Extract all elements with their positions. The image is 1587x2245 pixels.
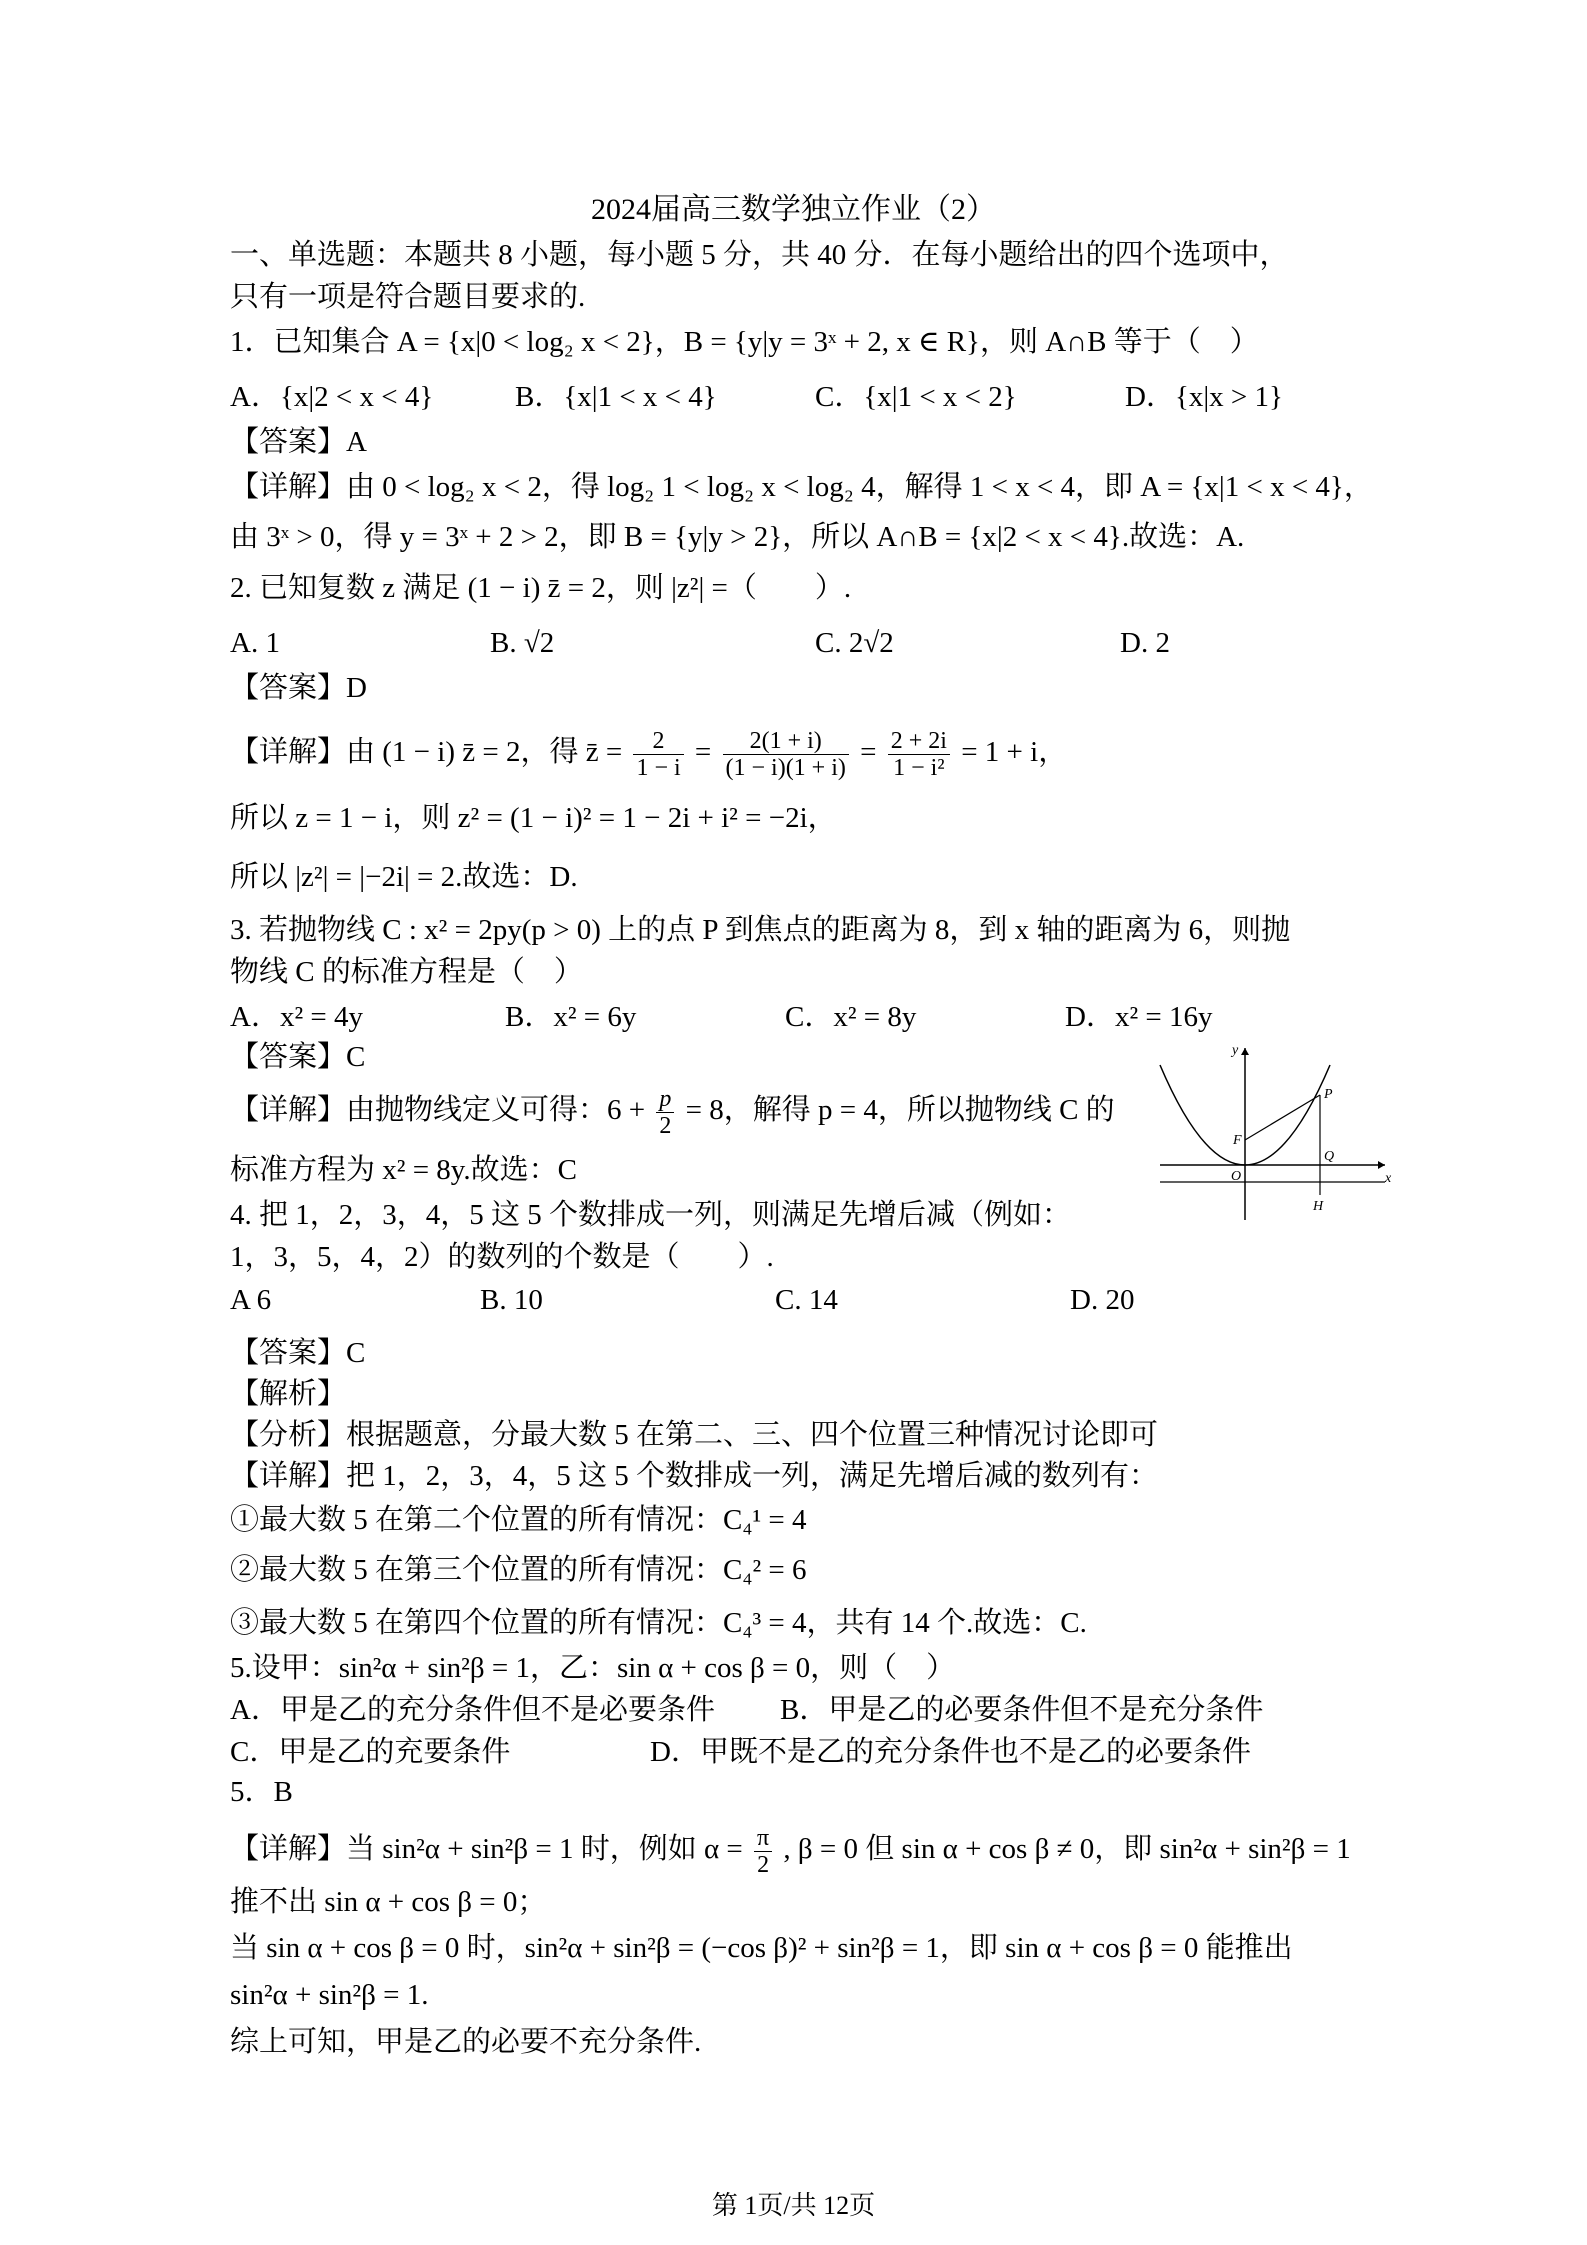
q3-detail-1 — [230, 1080, 1160, 1140]
y-axis-arrow — [1241, 1048, 1249, 1055]
q5-detail-2: 推不出 sin α + cos β = 0； — [230, 1886, 547, 1918]
q4-analysis: 【分析】根据题意，分最大数 5 在第二、三、四个位置三种情况讨论即可 — [230, 1419, 1159, 1451]
q2-detail-prefix: 【详解】由 (1 − i) z̄ = 2，得 z̄ = — [230, 736, 623, 768]
q4-stem-1: 4. 把 1，2，3，4，5 这 5 个数排成一列，则满足先增后减（例如： — [230, 1199, 1072, 1231]
q3-option-a: A．x² = 4y — [230, 1001, 363, 1033]
q2-fraction-3 — [888, 728, 950, 781]
q1-option-b: B．{x|1 < x < 4} — [515, 381, 717, 413]
q3-option-b: B．x² = 6y — [505, 1001, 637, 1033]
q3-stem-2: 物线 C 的标准方程是（ ） — [230, 956, 583, 988]
section-heading-line-1: 一、单选题：本题共 8 小题，每小题 5 分，共 40 分．在每小题给出的四个选项中， — [230, 239, 1289, 271]
q2-option-c: C. 2√2 — [815, 627, 894, 659]
section-heading-line-2: 只有一项是符合题目要求的. — [230, 281, 586, 313]
q5-option-c: C．甲是乙的充要条件 — [230, 1736, 511, 1768]
q3-stem-1: 3. 若抛物线 C : x² = 2py(p > 0) 上的点 P 到焦点的距离为 8，到 x 轴的距离为 6，则抛 — [230, 914, 1291, 946]
q5-detail-prefix: 【详解】当 sin²α + sin²β = 1 时，例如 α = — [230, 1833, 743, 1865]
q1-option-c: C．{x|1 < x < 2} — [815, 381, 1017, 413]
label-f: F — [1233, 1133, 1242, 1148]
q2-fraction-2 — [723, 728, 849, 781]
q5-fraction — [754, 1825, 772, 1878]
q1-answer: 【答案】A — [230, 426, 367, 458]
q4-stem-2: 1，3，5，4，2）的数列的个数是（ ）. — [230, 1241, 774, 1273]
page-title: 2024届高三数学独立作业（2） — [591, 193, 996, 226]
q4-answer: 【答案】C — [230, 1337, 366, 1369]
q4-option-a: A 6 — [230, 1284, 272, 1316]
q3-detail-suffix: = 8，解得 p = 4，所以抛物线 C 的 — [685, 1094, 1115, 1126]
q2-detail-2: 所以 z = 1 − i，则 z² = (1 − i)² = 1 − 2i + i² = −2i， — [230, 802, 837, 834]
q2-answer: 【答案】D — [230, 672, 367, 704]
q2-fraction-1-den: 1 − i — [636, 754, 681, 781]
q4-detail: 【详解】把 1，2，3，4，5 这 5 个数排成一列，满足先增后减的数列有： — [230, 1460, 1159, 1492]
label-x: x — [1385, 1171, 1392, 1186]
q2-option-b: B. √2 — [490, 627, 555, 659]
q3-option-c: C．x² = 8y — [785, 1001, 917, 1033]
q5-fraction-den: 2 — [757, 1851, 770, 1878]
q2-fraction-1-num: 2 — [633, 728, 683, 755]
q3-fraction — [656, 1086, 674, 1139]
q2-detail-suffix: = 1 + i， — [961, 736, 1068, 768]
q3-detail-prefix: 【详解】由抛物线定义可得：6 + — [230, 1094, 646, 1126]
q4-case-1: ①最大数 5 在第二个位置的所有情况：C₄¹ = 4 — [230, 1504, 807, 1536]
q5-detail-3: 当 sin α + cos β = 0 时，sin²α + sin²β = (−cos β)² + sin²β = 1，即 sin α + cos β = 0 能推出 — [230, 1932, 1293, 1964]
q5-fraction-num: π — [754, 1825, 772, 1852]
q2-option-a: A. 1 — [230, 627, 280, 659]
q2-detail-1: 【详解】由 (1 − i) z̄ = 2，得 z̄ = $\frac{2}{1 - i}$ = $\frac{2(1 + i)}{(1 - i)(1 + i)}$ = $\frac{2 + 2i}{\text{1 − i²}}$ = 1 + i， — [230, 727, 1068, 781]
q5-detail-5: 综上可知，甲是乙的必要不充分条件. — [230, 2026, 702, 2058]
q2-fraction-2-den: (1 − i)(1 + i) — [725, 754, 846, 781]
segment-fp — [1245, 1095, 1320, 1140]
q5-answer: 5．B — [230, 1776, 293, 1808]
q3-option-d: D．x² = 16y — [1065, 1001, 1213, 1033]
q3-fraction-num: p — [656, 1086, 674, 1113]
q2-fraction-3-num: 2 + 2i — [888, 728, 950, 755]
q1-option-d: D．{x|x > 1} — [1125, 381, 1283, 413]
q2-option-d: D. 2 — [1120, 627, 1170, 659]
q2-fraction-1 — [633, 728, 683, 781]
q2-fraction-2-num: 2(1 + i) — [723, 728, 849, 755]
q5-detail-4: sin²α + sin²β = 1. — [230, 1979, 429, 2011]
q4-option-d: D. 20 — [1070, 1284, 1135, 1316]
q4-case-3: ③最大数 5 在第四个位置的所有情况：C₄³ = 4，共有 14 个.故选：C. — [230, 1607, 1087, 1639]
q3-answer: 【答案】C — [230, 1041, 366, 1073]
label-q: Q — [1324, 1149, 1335, 1164]
q5-detail-1 — [230, 1820, 1400, 1878]
q5-stem: 5.设甲：sin²α + sin²β = 1，乙：sin α + cos β = 0，则（ ） — [230, 1652, 956, 1684]
q2-stem: 2. 已知复数 z 满足 (1 − i) z̄ = 2，则 |z²| =（ ）. — [230, 572, 852, 604]
q4-option-b: B. 10 — [480, 1284, 543, 1316]
q3-fraction-den: 2 — [659, 1112, 672, 1139]
x-axis-arrow — [1378, 1161, 1385, 1169]
q5-detail-suffix: , β = 0 但 sin α + cos β ≠ 0，即 sin²α + sin²β = 1 — [783, 1833, 1351, 1865]
label-p: P — [1324, 1087, 1333, 1102]
q5-option-a: A．甲是乙的充分条件但不是必要条件 — [230, 1694, 715, 1726]
q1-option-a: A．{x|2 < x < 4} — [230, 381, 434, 413]
q4-jiexi: 【解析】 — [230, 1378, 347, 1410]
q2-detail-3: 所以 |z²| = |−2i| = 2.故选：D. — [230, 861, 578, 893]
q1-detail-1: 【详解】由 0 < log₂ x < 2，得 log₂ 1 < log₂ x < log₂ 4，解得 1 < x < 4，即 A = {x|1 < x < 4}， — [230, 471, 1373, 503]
q3-detail-2: 标准方程为 x² = 8y.故选：C — [230, 1154, 578, 1186]
label-y: y — [1232, 1043, 1239, 1058]
q4-option-c: C. 14 — [775, 1284, 838, 1316]
label-h: H — [1313, 1199, 1324, 1214]
q1-stem: 1．已知集合 A = {x|0 < log₂ x < 2}，B = {y|y = 3ˣ + 2, x ∈ R}，则 A∩B 等于（ ） — [230, 326, 1259, 358]
q5-option-b: B．甲是乙的必要条件但不是充分条件 — [780, 1694, 1264, 1726]
q4-case-2: ②最大数 5 在第三个位置的所有情况：C₄² = 6 — [230, 1554, 807, 1586]
q2-fraction-3-den: 1 − i² — [893, 754, 945, 781]
q5-option-d: D．甲既不是乙的充分条件也不是乙的必要条件 — [650, 1736, 1251, 1768]
page-footer: 第 1页/共 12页 — [711, 2191, 876, 2220]
q1-detail-2: 由 3ˣ > 0，得 y = 3ˣ + 2 > 2，即 B = {y|y > 2}，所以 A∩B = {x|2 < x < 4}.故选：A. — [230, 521, 1245, 553]
label-o: O — [1231, 1169, 1242, 1184]
